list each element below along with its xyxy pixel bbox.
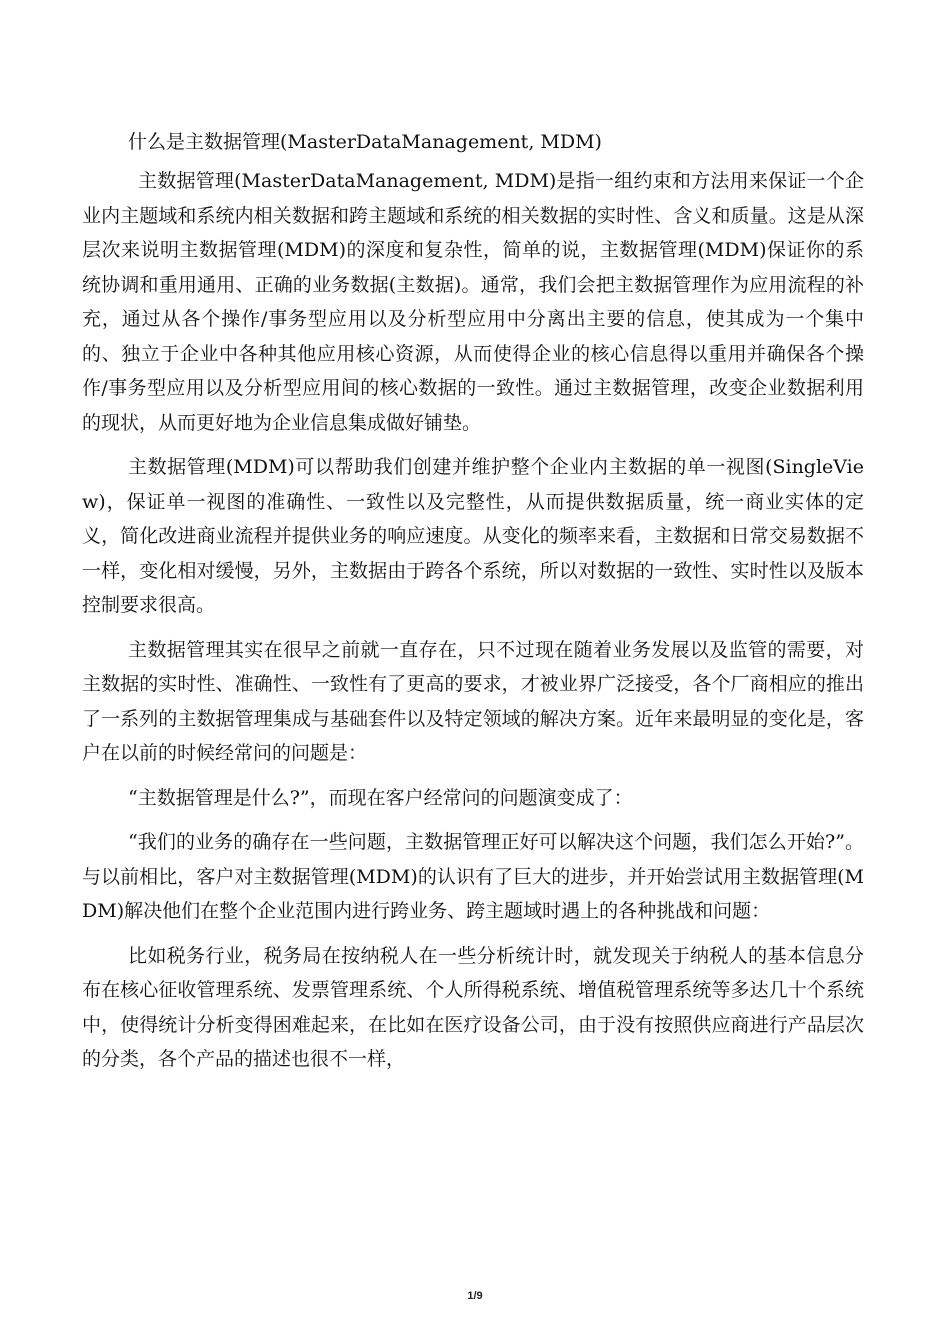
page-number: 1/9 [467,1290,483,1302]
paragraph-1: 主数据管理(MasterDataManagement, MDM)是指一组约束和方法用来保证一个企业内主题域和系统内相关数据和跨主题域和系统的相关数据的实时性、含义和质量。这是从深层次来说明主数据管理(MDM)的深度和复杂性，简单的说，主数据管理(MDM)保证你的系统协调和重用通用、正确的业务数据(主数据)。通常，我们会把主数据管理作为应用流程的补充，通过从各个操作/事务型应用以及分析型应用中分离出主要的信息，使其成为一个集中的、独立于企业中各种其他应用核心资源，从而使得企业的核心信息得以重用并确保各个操作/事务型应用以及分析型应用间的核心数据的一致性。通过主数据管理，改变企业数据利用的现状，从而更好地为企业信息集成做好铺垫。 [82,170,864,434]
paragraph-6: 比如税务行业，税务局在按纳税人在一些分析统计时，就发现关于纳税人的基本信息分布在核心征收管理系统、发票管理系统、个人所得税系统、增值税管理系统等多达几十个系统中，使得统计分析变得困难起来，在比如在医疗设备公司，由于没有按照供应商进行产品层次的分类，各个产品的描述也很不一样， [82,944,864,1070]
paragraph-2: 主数据管理(MDM)可以帮助我们创建并维护整个企业内主数据的单一视图(SingleView)，保证单一视图的准确性、一致性以及完整性，从而提供数据质量，统一商业实体的定义，简化改进商业流程并提供业务的响应速度。从变化的频率来看，主数据和日常交易数据不一样，变化相对缓慢，另外，主数据由于跨各个系统，所以对数据的一致性、实时性以及版本控制要求很高。 [82,456,864,616]
document-page [82,122,864,1087]
paragraph-5: “我们的业务的确存在一些问题，主数据管理正好可以解决这个问题，我们怎么开始?”。与以前相比，客户对主数据管理(MDM)的认识有了巨大的进步，并开始尝试用主数据管理(MDM)解决他们在整个企业范围内进行跨业务、跨主题域时遇上的各种挑战和问题： [82,831,864,922]
document-title: 什么是主数据管理(MasterDataManagement, MDM) [128,131,602,153]
paragraph-3: 主数据管理其实在很早之前就一直存在，只不过现在随着业务发展以及监管的需要，对主数据的实时性、准确性、一致性有了更高的要求，才被业界广泛接受，各个厂商相应的推出了一系列的主数据管理集成与基础套件以及特定领域的解决方案。近年来最明显的变化是，客户在以前的时候经常问的问题是： [82,638,864,764]
paragraph-4: “主数据管理是什么?”，而现在客户经常问的问题演变成了： [128,786,633,809]
